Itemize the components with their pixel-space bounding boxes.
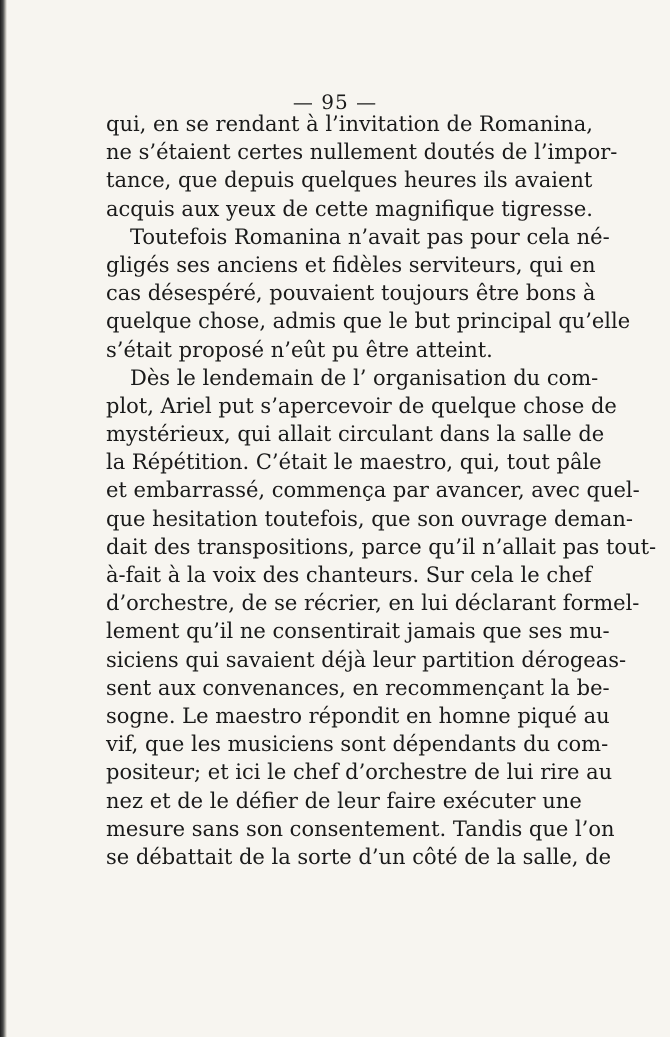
text-line: lement qu’il ne consentirait jamais que ses mu-	[106, 619, 610, 644]
text-line: Toutefois Romanina n’avait pas pour cela né-	[130, 224, 610, 249]
text-line: mystérieux, qui allait circulant dans la salle de	[106, 422, 605, 447]
text-line: qui, en se rendant à l’invitation de Romanina,	[106, 112, 593, 136]
page-binding-edge	[0, 0, 7, 1037]
page-number: — 95 —	[292, 90, 378, 114]
body-text	[106, 110, 657, 871]
text-line: tance, que depuis quelques heures ils avaient	[106, 168, 593, 193]
text-line: gligés ses anciens et fidèles serviteurs, qui en	[106, 252, 596, 277]
text-line: à-fait à la voix des chanteurs. Sur cela le chef	[106, 563, 592, 587]
text-line: la Répétition. C’était le maestro, qui, tout pâle	[106, 450, 602, 475]
text-line: mesure sans son consentement. Tandis que l’on	[106, 816, 615, 841]
text-line: sogne. Le maestro répondit en homne piqué au	[106, 703, 610, 728]
text-line: s’était proposé n’eût pu être atteint.	[106, 337, 493, 362]
text-line: positeur; et ici le chef d’orchestre de lui rire au	[106, 760, 613, 785]
text-line: se débattait de la sorte d’un côté de la salle, de	[106, 844, 612, 869]
text-line: dait des transpositions, parce qu’il n’allait pas tout-	[106, 534, 657, 559]
text-line: plot, Ariel put s’apercevoir de quelque chose de	[106, 393, 617, 418]
text-line: Dès le lendemain de l’ organisation du com-	[130, 365, 599, 390]
text-line: sent aux convenances, en recommençant la be-	[106, 675, 610, 700]
text-line: vif, que les musiciens sont dépendants du com-	[106, 732, 609, 757]
text-line: cas désespéré, pouvaient toujours être bons à	[106, 281, 596, 306]
text-line: d’orchestre, de se récrier, en lui déclarant formel-	[106, 591, 640, 616]
text-line: nez et de le défier de leur faire exécuter une	[106, 788, 582, 813]
text-line: quelque chose, admis que le but principal qu’elle	[106, 309, 631, 334]
text-line: acquis aux yeux de cette magnifique tigresse.	[106, 196, 593, 221]
text-line: que hesitation toutefois, que son ouvrage deman-	[106, 506, 633, 531]
text-line: et embarrassé, commença par avancer, avec quel-	[106, 478, 640, 503]
text-line: ne s’étaient certes nullement doutés de l’impor-	[106, 140, 618, 165]
text-line: siciens qui savaient déjà leur partition dérogeas-	[106, 647, 627, 672]
